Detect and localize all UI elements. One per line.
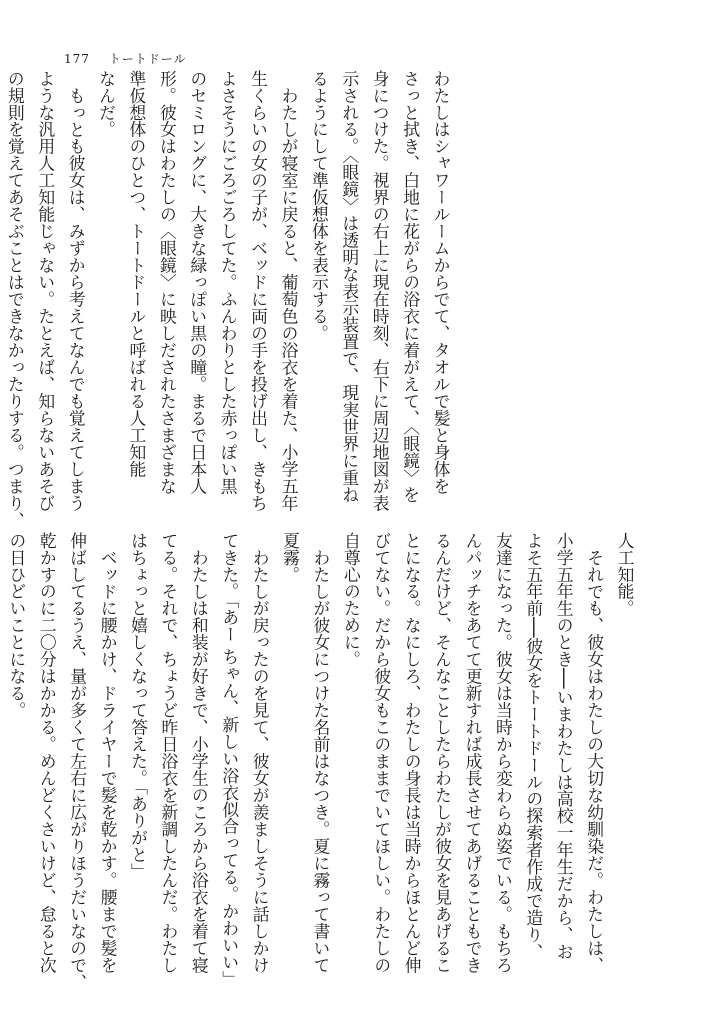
text-column: るんだけど、そんなことしたらわたしが彼女を見あげるこ — [432, 532, 453, 974]
text-column: ような汎用人工知能じゃない。たとえば、知らないあそび — [35, 70, 56, 512]
text-column: わたしはシャワールームからでて、タオルで髪と身体を — [431, 70, 451, 495]
text-block-bottom — [6, 532, 640, 991]
text-column: 生くらいの女の子が、ベッドに両の手を投げ出し、きもち — [248, 70, 269, 512]
text-column: の日ひどいことになる。 — [6, 532, 27, 719]
text-column: よさそうにごろごろしてた。ふんわりとした赤っぽい黒 — [218, 70, 239, 495]
text-column: の規則を覚えてあそぶことはできなかったりする。つまり、 — [5, 70, 26, 529]
text-column: 乾かすのに二〇分はかかる。めんどくさいけど、怠ると次 — [37, 532, 58, 974]
text-column: わたしは和装が好きで、小学生のころから浴衣を着て寝 — [189, 548, 210, 974]
text-column: びてない。だから彼女もこのままでいてほしい。わたしの — [371, 532, 392, 974]
text-column: 伸ばしてるうえ、量が多くて左右に広がりほうだいなので、 — [67, 532, 88, 991]
text-column: るようにして準仮想体を表示する。 — [309, 70, 330, 342]
text-column: はちょっと嬉しくなって答えた。「ありがと」 — [128, 532, 149, 881]
text-column: もっとも彼女は、みずから考えてなんでも覚えてしまう — [66, 86, 87, 512]
running-title: トートドール — [108, 52, 187, 66]
text-block-top — [5, 70, 456, 529]
text-column: 自尊心のために。 — [341, 532, 362, 668]
text-column: それでも、彼女はわたしの大切な幼馴染だ。わたしは、 — [584, 548, 605, 974]
text-column: 形。彼女はわたしの〈眼鏡〉に映しだされたさまざまな — [157, 70, 178, 495]
text-column: なんだ。 — [96, 70, 117, 138]
text-column: 準仮想体のひとつ、トートドールと呼ばれる人工知能 — [126, 70, 147, 478]
page-number: 177 — [64, 52, 90, 66]
text-column: わたしが戻ったのを見て、彼女が羨ましそうに話しかけ — [250, 548, 271, 974]
text-column: わたしが彼女につけた名前はなつき。夏に霧って書いて — [310, 548, 331, 974]
text-column: 示される。〈眼鏡〉は透明な表示装置で、現実世界に重ね — [339, 70, 360, 504]
text-column: てきた。「あー ちゃん、新しい浴衣似合ってる。かわいい」 — [219, 532, 240, 988]
text-column: 身につけた。視界の右上に現在時刻、右下に周辺地図が表 — [370, 70, 391, 512]
text-column: ベッドに腰かけ、ドライヤーで髪を乾かす。腰まで髪を — [98, 548, 119, 974]
page-header — [64, 50, 187, 67]
text-column: てる。それで、ちょうど昨日浴衣を新調したんだ。わたし — [158, 532, 179, 974]
text-column: 友達になった。彼女は当時から変わらぬ姿でいる。もちろ — [493, 532, 514, 974]
text-column: 夏霧。 — [280, 532, 301, 583]
text-column: よそ五年前──彼女をトートドールの探索者作成で造り、 — [523, 532, 544, 961]
text-column: んパッチをあてて更新すれば成長させてあげることもでき — [462, 532, 483, 974]
text-column: 人工知能。 — [615, 532, 635, 617]
text-column: さっと拭き、白地に花がらの浴衣に着がえて、〈眼鏡〉を — [400, 70, 421, 504]
text-column: とになる。なにしろ、わたしの身長は当時からほとんど伸 — [402, 532, 423, 974]
text-column: のセミロングに、大きな緑っぽい黒の瞳。まるで日本人 — [187, 70, 208, 495]
text-column: 小学五年生のとき──いまわたしは高校一年生だから、お — [554, 532, 575, 961]
text-column: わたしが寝室に戻ると、葡萄色の浴衣を着た、小学五年 — [278, 86, 299, 512]
